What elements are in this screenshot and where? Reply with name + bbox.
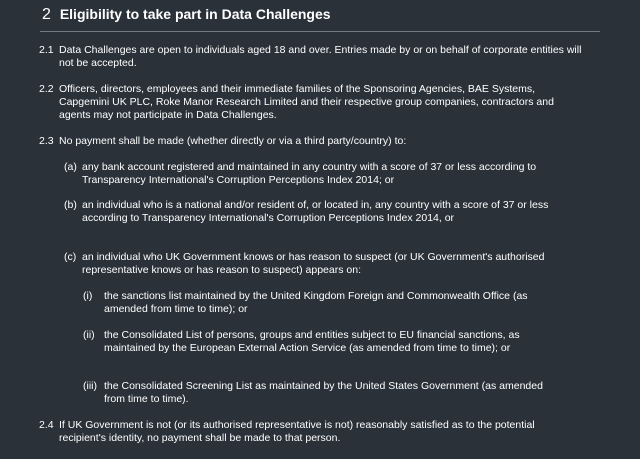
clause-text: Data Challenges are open to individuals aged 18 and over. Entries made by or on behalf of corporate entities will not be accepted. bbox=[59, 44, 582, 69]
subclause-number: (a) bbox=[64, 161, 77, 173]
clause-number: 2.2 bbox=[39, 83, 54, 95]
section-number: 2 bbox=[42, 6, 51, 23]
clause-text: If UK Government is not (or its authorised representative is not) reasonably satisfied as to the potential recipient's identity, no payment shall be made to that person. bbox=[59, 419, 535, 444]
clause-number: 2.3 bbox=[39, 135, 54, 147]
section-title: Eligibility to take part in Data Challenges bbox=[59, 6, 331, 22]
subclause-text: the sanctions list maintained by the United Kingdom Foreign and Commonwealth Office (as amended from time to time); or bbox=[104, 290, 528, 315]
clause-text: Officers, directors, employees and their immediate families of the Sponsoring Agencies, BAE Systems, Capgemini UK PLC, Roke Manor Research Limited and their respective group companies, contractors and agents may not participate in Data Challenges. bbox=[59, 83, 554, 121]
subclause-text: the Consolidated Screening List as maintained by the United States Government (as amended from time to time). bbox=[104, 380, 543, 405]
subclause-number: (c) bbox=[64, 251, 77, 263]
subclause-text: an individual who UK Government knows or has reason to suspect (or UK Government's authorised representative knows or has reason to suspect) appears on: bbox=[82, 251, 545, 276]
clause-number: 2.4 bbox=[39, 419, 54, 431]
subclause-number: (b) bbox=[64, 199, 77, 211]
section-heading bbox=[0, 0, 640, 32]
subclause-number: (ii) bbox=[83, 329, 95, 341]
clause-text: No payment shall be made (whether directly or via a third party/country) to: bbox=[59, 135, 407, 147]
subclause-number: (i) bbox=[83, 290, 93, 302]
clause-number: 2.1 bbox=[39, 44, 54, 56]
subclause-text: the Consolidated List of persons, groups and entities subject to EU financial sanctions, as maintained by the European External Action Service (as amended from time to time); or bbox=[104, 329, 520, 354]
subclause-text: any bank account registered and maintained in any country with a score of 37 or less according to Transparency International's Corruption Perceptions Index 2014; or bbox=[82, 161, 537, 186]
heading-divider bbox=[40, 31, 600, 32]
subclause-number: (iii) bbox=[83, 380, 97, 392]
subclause-text: an individual who is a national and/or resident of, or located in, any country with a score of 37 or less according to Transparency International's Corruption Perceptions Index 2014, or bbox=[82, 199, 549, 224]
